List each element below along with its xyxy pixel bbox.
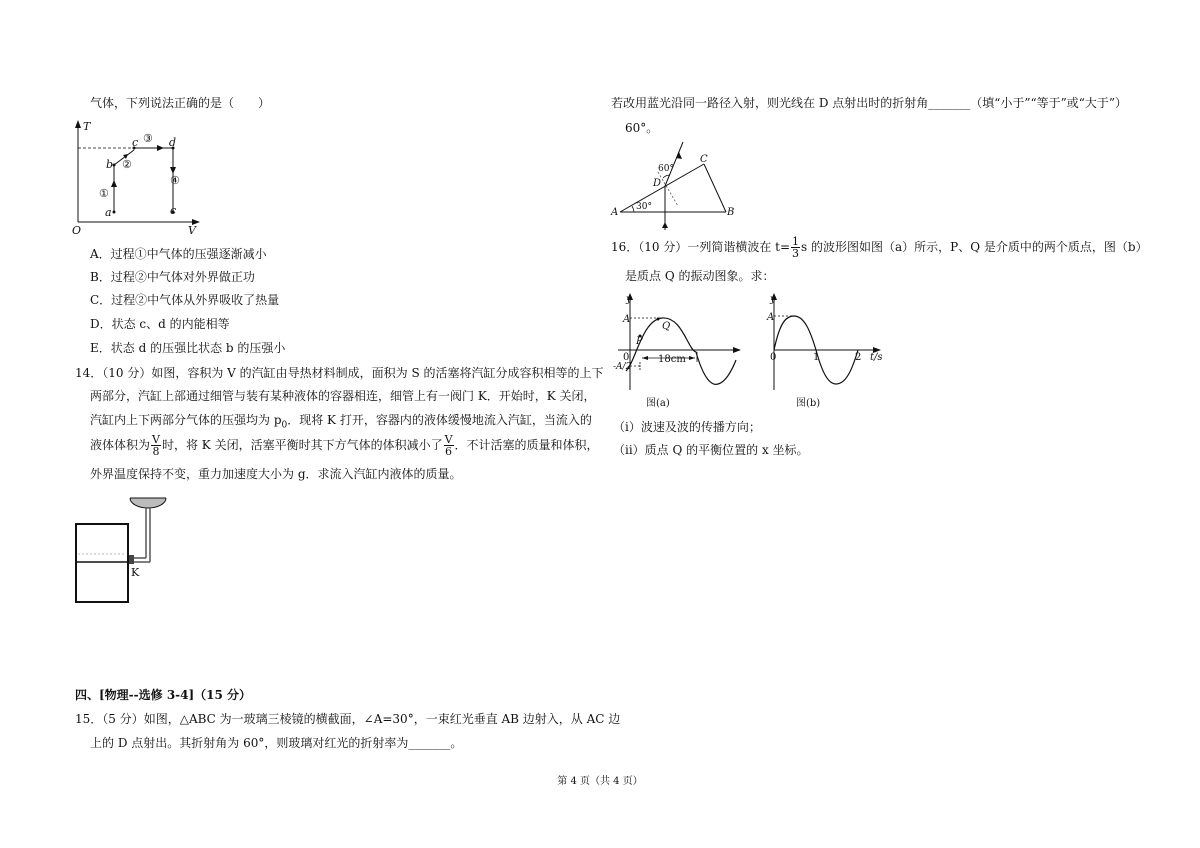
option-c: C．过程②中气体从外界吸收了热量	[90, 293, 280, 307]
origin-label: 0	[623, 352, 630, 363]
point-c2-label: c	[170, 204, 177, 217]
axis-t-label: t/s	[870, 352, 883, 363]
tick-2-label: 2	[855, 352, 862, 363]
point-a-label: a	[105, 206, 112, 219]
axis-t-label: T	[83, 120, 91, 133]
point-d-label: D	[653, 178, 662, 189]
q14-line1: 14．（10 分）如图，容积为 V 的汽缸由导热材料制成，面积为 S 的活塞将汽缸分成容积相等的上下	[75, 366, 604, 380]
q14-line5: 外界温度保持不变，重力加速度大小为 g．求流入汽缸内液体的质量。	[90, 467, 462, 481]
fraction-v-over-6: $\frac{V}{6}$	[444, 433, 453, 458]
angle-60-label: 60°	[658, 164, 674, 174]
angle-30-label: 30°	[636, 202, 652, 212]
wave-graph-a	[612, 290, 747, 412]
process-1-label: ①	[99, 187, 109, 200]
q15-line1: 15．（5 分）如图，△ABC 为一玻璃三棱镜的横截面，∠A=30°，一束红光垂直 AB 边射入，从 AC 边	[75, 712, 621, 726]
process-4-label: ④	[170, 174, 180, 187]
point-b-label: b	[106, 158, 114, 171]
q16-sub-ii: （ii）质点 Q 的平衡位置的 x 坐标。	[613, 443, 809, 457]
page-footer: 第 4 页（共 4 页）	[557, 776, 643, 787]
axis-y-label: y	[770, 294, 776, 305]
q14-cylinder-diagram	[74, 490, 174, 606]
origin-label: O	[72, 224, 82, 237]
q14-line3: 汽缸内上下两部分气体的压强均为 $p_0$．现将 K 打开，容器内的液体缓慢地流入汽缸，当流入的	[90, 413, 592, 431]
axis-y-label: y	[626, 294, 632, 305]
q14-line4: 液体体积为 $\frac{V}{8}$ 时，将 K 关闭，活塞平衡时其下方气体的体积减小了 $\frac{V}{6}$ ．不计活塞的质量和体积，	[90, 433, 599, 458]
point-c1-label: c	[132, 136, 139, 149]
point-d-label: d	[169, 136, 177, 149]
caption-a: 图(a)	[646, 398, 670, 409]
point-p-label: P	[636, 336, 643, 347]
option-e: E．状态 d 的压强比状态 b 的压强小	[90, 341, 286, 355]
q15-cont-line2: 60°。	[625, 121, 659, 135]
valve-k-label: K	[131, 566, 140, 579]
q15-prism-diagram	[608, 140, 748, 238]
amplitude-label: A	[623, 314, 631, 325]
q13-tv-diagram	[70, 118, 210, 236]
distance-label: 18cm	[658, 354, 686, 365]
vibration-graph-b	[762, 290, 892, 412]
fraction-v-over-8: $\frac{V}{8}$	[152, 433, 160, 458]
prism-vertex-b: B	[727, 207, 735, 218]
q15-cont-line1: 若改用蓝光沿同一路径入射，则光线在 D 点射出时的折射角_______（填“小于”“等于”或“大于”）	[611, 96, 1128, 110]
q13-intro: 气体，下列说法正确的是（ ）	[90, 96, 271, 110]
neg-half-amplitude-label: -A/2	[613, 362, 632, 372]
option-d: D．状态 c、d 的内能相等	[90, 317, 230, 331]
prism-vertex-a: A	[611, 207, 619, 218]
process-3-label: ③	[143, 132, 153, 145]
section-4-heading: 四、[物理--选修 3-4]（15 分）	[75, 688, 252, 702]
q16-line1: 16．（10 分）一列简谐横波在 t= $\frac{1}{3}$ s 的波形图如图（a）所示，P、Q 是介质中的两个质点，图（b）	[611, 235, 1148, 260]
origin-label: 0	[770, 352, 777, 363]
q16-sub-i: （i）波速及波的传播方向；	[613, 420, 761, 434]
option-b: B．过程②中气体对外界做正功	[90, 270, 255, 284]
q14-line2: 两部分，汽缸上部通过细管与装有某种液体的容器相连，细管上有一阀门 K．开始时，K 关闭，	[90, 389, 596, 403]
process-2-label: ②	[122, 158, 132, 171]
caption-b: 图(b)	[796, 398, 821, 409]
point-q-label: Q	[662, 321, 671, 332]
axis-v-label: V	[188, 224, 196, 237]
tick-1-label: 1	[813, 352, 820, 363]
q15-line2: 上的 D 点射出。其折射角为 60°，则玻璃对红光的折射率为_______。	[90, 736, 463, 750]
fraction-1-over-3: $\frac{1}{3}$	[792, 235, 800, 260]
amplitude-label: A	[767, 312, 775, 323]
option-a: A．过程①中气体的压强逐渐减小	[90, 247, 267, 261]
q16-line2: 是质点 Q 的振动图象。求：	[625, 269, 775, 283]
prism-vertex-c: C	[700, 154, 708, 165]
